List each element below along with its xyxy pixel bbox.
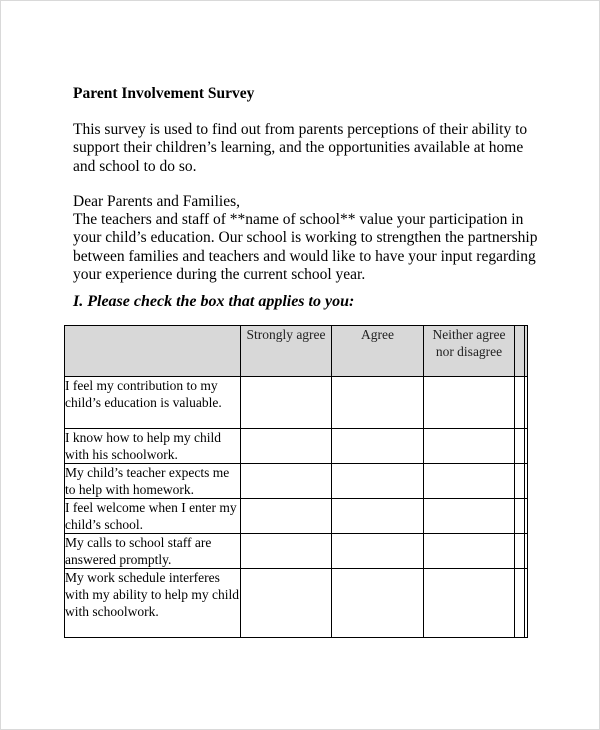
- extra-cell: [525, 377, 528, 429]
- checkbox-cell-neither[interactable]: [424, 464, 515, 499]
- header-extra-cell: [515, 326, 525, 377]
- table-row: [65, 499, 528, 534]
- checkbox-cell-agree[interactable]: [332, 377, 424, 429]
- question-cell: My child’s teacher expects me to help with homework.: [65, 464, 241, 499]
- extra-cell: [525, 534, 528, 569]
- salutation: Dear Parents and Families,: [73, 192, 241, 210]
- table-row: [65, 377, 528, 429]
- header-question-cell: [65, 326, 241, 377]
- question-cell: My work schedule interferes with my ability to help my child with schoolwork.: [65, 569, 241, 638]
- checkbox-cell-strongly-agree[interactable]: [241, 534, 332, 569]
- checkbox-cell-agree[interactable]: [332, 534, 424, 569]
- section-heading: I. Please check the box that applies to you:: [73, 293, 355, 311]
- extra-cell: [525, 464, 528, 499]
- table-row: [65, 464, 528, 499]
- extra-cell: [515, 429, 525, 464]
- checkbox-cell-strongly-agree[interactable]: [241, 569, 332, 638]
- checkbox-cell-strongly-agree[interactable]: [241, 499, 332, 534]
- checkbox-cell-agree[interactable]: [332, 464, 424, 499]
- extra-cell: [515, 534, 525, 569]
- checkbox-cell-neither[interactable]: [424, 534, 515, 569]
- table-row: [65, 429, 528, 464]
- header-strongly-agree: Strongly agree: [241, 326, 332, 377]
- checkbox-cell-agree[interactable]: [332, 429, 424, 464]
- extra-cell: [515, 464, 525, 499]
- question-cell: I know how to help my child with his schoolwork.: [65, 429, 241, 464]
- document-content: [73, 84, 543, 311]
- header-extra-cell: [525, 326, 528, 377]
- checkbox-cell-strongly-agree[interactable]: [241, 377, 332, 429]
- checkbox-cell-strongly-agree[interactable]: [241, 429, 332, 464]
- survey-table: [64, 325, 528, 638]
- checkbox-cell-agree[interactable]: [332, 499, 424, 534]
- extra-cell: [515, 377, 525, 429]
- checkbox-cell-strongly-agree[interactable]: [241, 464, 332, 499]
- extra-cell: [525, 429, 528, 464]
- checkbox-cell-neither[interactable]: [424, 429, 515, 464]
- document-title: Parent Involvement Survey: [73, 85, 255, 102]
- extra-cell: [525, 569, 528, 638]
- question-cell: My calls to school staff are answered promptly.: [65, 534, 241, 569]
- header-neither: Neither agree nor disagree: [424, 326, 515, 377]
- checkbox-cell-neither[interactable]: [424, 569, 515, 638]
- extra-cell: [515, 569, 525, 638]
- salutation-and-body: [73, 193, 543, 284]
- extra-cell: [525, 499, 528, 534]
- question-cell: I feel my contribution to my child’s education is valuable.: [65, 377, 241, 429]
- checkbox-cell-neither[interactable]: [424, 499, 515, 534]
- question-cell: I feel welcome when I enter my child’s school.: [65, 499, 241, 534]
- checkbox-cell-neither[interactable]: [424, 377, 515, 429]
- table-row: [65, 569, 528, 638]
- table-row: [65, 534, 528, 569]
- extra-cell: [515, 499, 525, 534]
- intro-paragraph: This survey is used to find out from parents perceptions of their ability to support their children’s learning, and the opportunities available at home and school to do so.: [73, 121, 528, 175]
- table-header-row: [65, 326, 528, 377]
- checkbox-cell-agree[interactable]: [332, 569, 424, 638]
- header-agree: Agree: [332, 326, 424, 377]
- body-paragraph: The teachers and staff of **name of school** value your participation in your child’s education. Our school is working to strengthen the partnership between families and teachers and would like to have your input regarding your experience during the current school year.: [73, 211, 538, 284]
